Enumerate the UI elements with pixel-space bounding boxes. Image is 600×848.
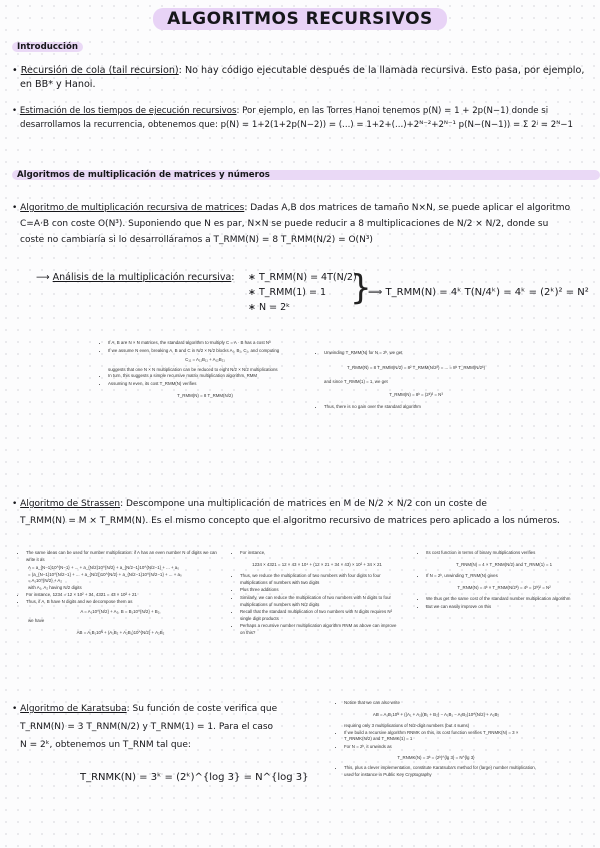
printed-formula: AB = A₁B₁10ᴺ + ((A₁ + A₂)(B₁ + B₂) − A₁B₁ − A₂B₂)10^{N/2} + A₂B₂ [372,711,500,717]
case-item: ∗ T_RMM(1) = 1 [248,287,327,298]
case-item: ∗ N = 2ᵏ [248,302,291,313]
printed-formula: AB = A₁B₁10ᴺ + (A₁B₂ + A₂B₁)10^{N/2} + A₂B₂ [76,629,165,635]
printed-rmm-right [316,350,516,412]
analysis-result [368,287,589,298]
rmm-text3: coste no cambiaría si lo desarrolláramos a T_RMM(N) = 8 T_RMM(N/2) = O(N³) [20,235,373,245]
printed-line: • Thus, we reduce the multiplication of two numbers with four digits to four multiplications of numbers with two digits [240,573,402,586]
printed-line: • Unwinding T_RMM(N) for N = 2ᵏ, we get [324,350,516,357]
printed-formula: C₁₁ = A₁₁B₁₁ + A₁₂B₂₁ [185,357,225,363]
printed-line: • This, plus a clever implementation, constitute Karatsuba's method for (large) number multiplication, used for instance in Public Key Cryptography [344,765,536,778]
matrix-section-heading-text: Algoritmos de multiplicación de matrices y números [12,170,600,180]
karatsuba-text2: T_RNM(N) = 3 T_RNM(N/2) y T_RNM(1) = 1. Para el caso [20,722,274,732]
printed-formula: T_RNM(N) = 4ᵏ × T_RNM(N/2ᵏ) = 4ᵏ = (2ᵏ)² = N² [457,584,551,590]
printed-rmm-left [100,340,310,404]
arrow-right-icon: ⟶ [36,272,50,283]
printed-line: • If we build a recursive algorithm RNMK on this, its cost function verifies T_RNMK(N) = 3 × T_RNMK(N/2) and T_RNMK(1) = 1 [344,730,536,743]
matrix-section-heading [12,170,600,180]
case-text: T_RMM(1) = 1 [258,287,327,298]
printed-line: • If N = 2ᵏ, unwinding T_RNM(N) gives [426,573,590,580]
printed-line: • For instance, 1234 = 12 × 10² + 34, 4321 = 43 × 10² + 21 [26,592,223,599]
printed-line: requiring only 3 multiplications of N/2-digit numbers (but 4 sums) [344,723,470,729]
estimation-item: • Estimación de los tiempos de ejecución recursivos: Por ejemplo, en las Torres Hanoi tenemos p(N) = 1 + 2p(N−1) donde si desarrollamos la recurrencia, obtenemos que: p(N) = 1+2(1+2p(N−2)) = (...) = 1+2+(...)+2ᴺ⁻²+2ᴺ⁻¹ p(N−(N−1)) = Σ 2ʲ = 2ᴺ−1 [12,106,573,130]
analysis-label: Análisis de la multiplicación recursiva [52,272,232,283]
printed-line: • Its cost function in terms of binary multiplications verifies [426,550,590,557]
printed-numbers-3 [418,550,590,612]
printed-line: • Assuming N even, its cost T_RMM(N) verifies [108,381,310,388]
page-title [0,8,600,30]
karatsuba-text: : Su función de coste verifica que [126,704,278,714]
analysis-cases [248,270,357,315]
tail-recursion-item: • Recursión de cola (tail recursion): No hay código ejecutable después de la llamada recursiva. Esto pasa, por ejemplo, en BB* y Hanoi. [12,65,585,90]
printed-line: and since T_RMM(1) = 1, we get [324,379,388,385]
printed-numbers-2 [232,550,402,638]
strassen-label: Algoritmo de Strassen [20,499,121,509]
strassen-text2: T_RMM(N) = M × T_RMM(N). Es el mismo concepto que el algoritmo recursivo de matrices pero aplicado a los números. [20,516,560,526]
printed-line: • Recall that the standard multiplication of two numbers with N digits requires N² single digit products [240,609,402,622]
karatsuba-item: • Algoritmo de Karatsuba: Su función de coste verifica que T_RNM(N) = 3 T_RNM(N/2) y T_RNM(1) = 1. Para el caso N = 2ᵏ, obtenemos un T_RNM tal que: [12,704,278,750]
title-text: ALGORITMOS RECURSIVOS [153,8,447,30]
analysis-label-row: ⟶ Análisis de la multiplicación recursiva: [36,272,235,283]
printed-line: • Similarly, we can reduce the multiplication of two numbers with N digits to four multiplications of numbers with N/2 digits [240,595,402,608]
printed-line: • For N = 2ᵏ, it unwinds as [344,744,536,751]
printed-formula: = A₁10^{N/2} + A₂ [28,578,63,584]
rmm-item: • Algoritmo de multiplicación recursiva de matrices: Dadas A,B dos matrices de tamaño N×N, se puede aplicar el algoritmo C=A·B con coste O(N³). Suponiendo que N es par, N×N se puede reducir a 8 multiplicaciones de N/2 × N/2, donde su coste no cambiaría si lo desarrolláramos a T_RMM(N) = 8 T_RMM(N/2) = O(N³) [12,203,571,245]
implies-arrow-icon: ⟹ [368,287,383,298]
printed-line: • Notice that we can also write [344,700,536,707]
tail-recursion-label: Recursión de cola (tail recursion) [20,65,179,76]
tail-recursion-text: : No hay código ejecutable después de la llamada recursiva. Esto pasa, por ejemplo, [178,65,585,76]
printed-line: with A₁, A₂ having N/2 digits [28,584,82,590]
estimation-label: Estimación de los tiempos de ejecución recursivos [19,106,237,116]
printed-formula: 1234 × 4321 = 12 × 43 × 10⁴ + (12 × 21 + 34 × 43) × 10² + 34 × 21 [252,561,382,567]
rmm-text2: C=A·B con coste O(N³). Suponiendo que N es par, N×N se puede reducir a 8 multiplicaciones de N/2 × N/2, donde su [20,219,549,229]
brace-icon: } [350,268,372,308]
printed-formula: T_RMM(N) = 8 T_RMM(N/2) [177,392,233,398]
printed-line: • If A, B are N × N matrices, the standard algorithm to multiply C = A · B has a cost N³ [108,340,310,347]
rmm-text: : Dadas A,B dos matrices de tamaño N×N, se puede aplicar el algoritmo [244,203,571,213]
printed-formula: A = A₁10^{N/2} + A₂, B = B₁10^{N/2} + B₂, [80,608,161,614]
printed-formula: A = a_{N−1}10^{N−1} + ... + a_{N/2}10^{N/2} + a_{N/2−1}10^{N/2−1} + ... + a₀ [28,565,180,571]
printed-numbers-1 [18,550,223,642]
printed-line: • Thus, there is no gain over the standard algorithm [324,404,516,411]
karatsuba-text3: N = 2ᵏ, obtenemos un T_RNM tal que: [20,740,191,750]
printed-line: we have [28,618,45,624]
strassen-text: : Descompone una multiplicación de matrices en M de N/2 × N/2 con un coste de [120,499,487,509]
printed-formula: T_RNM(N) = 4 × T_RNM(N/2) and T_RNM(1) = 1 [455,561,553,567]
printed-line: • Thus, if A, B have N digits and we decompose them as [26,599,223,606]
analysis-result-text: T_RMM(N) = 4ᵏ T(N/4ᵏ) = 4ᵏ = (2ᵏ)² = N² [385,287,589,298]
strassen-item: • Algoritmo de Strassen: Descompone una multiplicación de matrices en M de N/2 × N/2 con un coste de T_RMM(N) = M × T_RMM(N). Es el mismo concepto que el algoritmo recursivo de matrices pero aplicado a los números. [12,499,560,526]
estimation-text2: desarrollamos la recurrencia, obtenemos que: p(N) = 1+2(1+2p(N−2)) = (...) = 1+2+(...)+2ᴺ⁻²+2ᴺ⁻¹ p(N−(N−1)) = Σ 2ʲ = 2ᴺ−1 [20,120,573,130]
printed-line: suggests that one N × N multiplication can be reduced to eight N/2 × N/2 multiplications [108,366,278,372]
printed-line: • We thus get the same cost of the standard number multiplication algorithm [426,596,590,603]
case-item: ∗ T_RMM(N) = 4T(N/2) [248,272,357,283]
printed-karatsuba [336,700,536,779]
karatsuba-label: Algoritmo de Karatsuba [20,704,127,714]
printed-line: • But we can easily improve on this [426,604,590,611]
printed-formula: = (a_{N−1}10^{N/2−1} + ... + a_{N/2})10^{N/2} + a_{N/2−1}10^{N/2−1} + ... + a₀ [28,571,182,577]
intro-heading-text: Introducción [12,42,83,52]
karatsuba-result [80,772,309,783]
printed-formula: T_RMM(N) = 8 T_RMM(N/2) = 8² T_RMM(N/2²) = ... = 8ᵏ T_RMM(N/2ᵏ) [346,364,486,370]
karatsuba-result-text: T_RNMK(N) = 3ᵏ = (2ᵏ)^{log 3} = N^{log 3} [80,772,309,783]
printed-line: • Plus three additions [240,587,402,594]
printed-line: • If we assume N even, breaking A, B and C in N/2 × N/2 blocks A₁, B₁, C₁, and computing [108,348,310,355]
printed-formula: T_RMM(N) = 8ᵏ = (2ᵏ)³ = N³ [389,391,443,397]
printed-line: • For instance, [240,550,402,557]
case-text: T_RMM(N) = 4T(N/2) [258,272,357,283]
printed-line: • Perhaps a recursive number multiplication algorithm RNM as above can improve on this? [240,623,402,636]
intro-heading [12,42,83,52]
rmm-label: Algoritmo de multiplicación recursiva de matrices [20,203,245,213]
printed-formula: T_RNMK(N) = 3ᵏ = (2ᵏ)^{lg 3} = N^{lg 3} [397,754,475,760]
estimation-text: : Por ejemplo, en las Torres Hanoi tenemos p(N) = 1 + 2p(N−1) donde si [236,106,549,116]
tail-recursion-text2: en BB* y Hanoi. [20,79,96,90]
printed-line: • The same ideas can be used for number multiplication: if A has an even number N of digits we can write it as [26,550,223,563]
printed-line: • In turn, this suggests a simple recursive matrix multiplication algorithm, RMM [108,373,310,380]
case-text: N = 2ᵏ [258,302,291,313]
